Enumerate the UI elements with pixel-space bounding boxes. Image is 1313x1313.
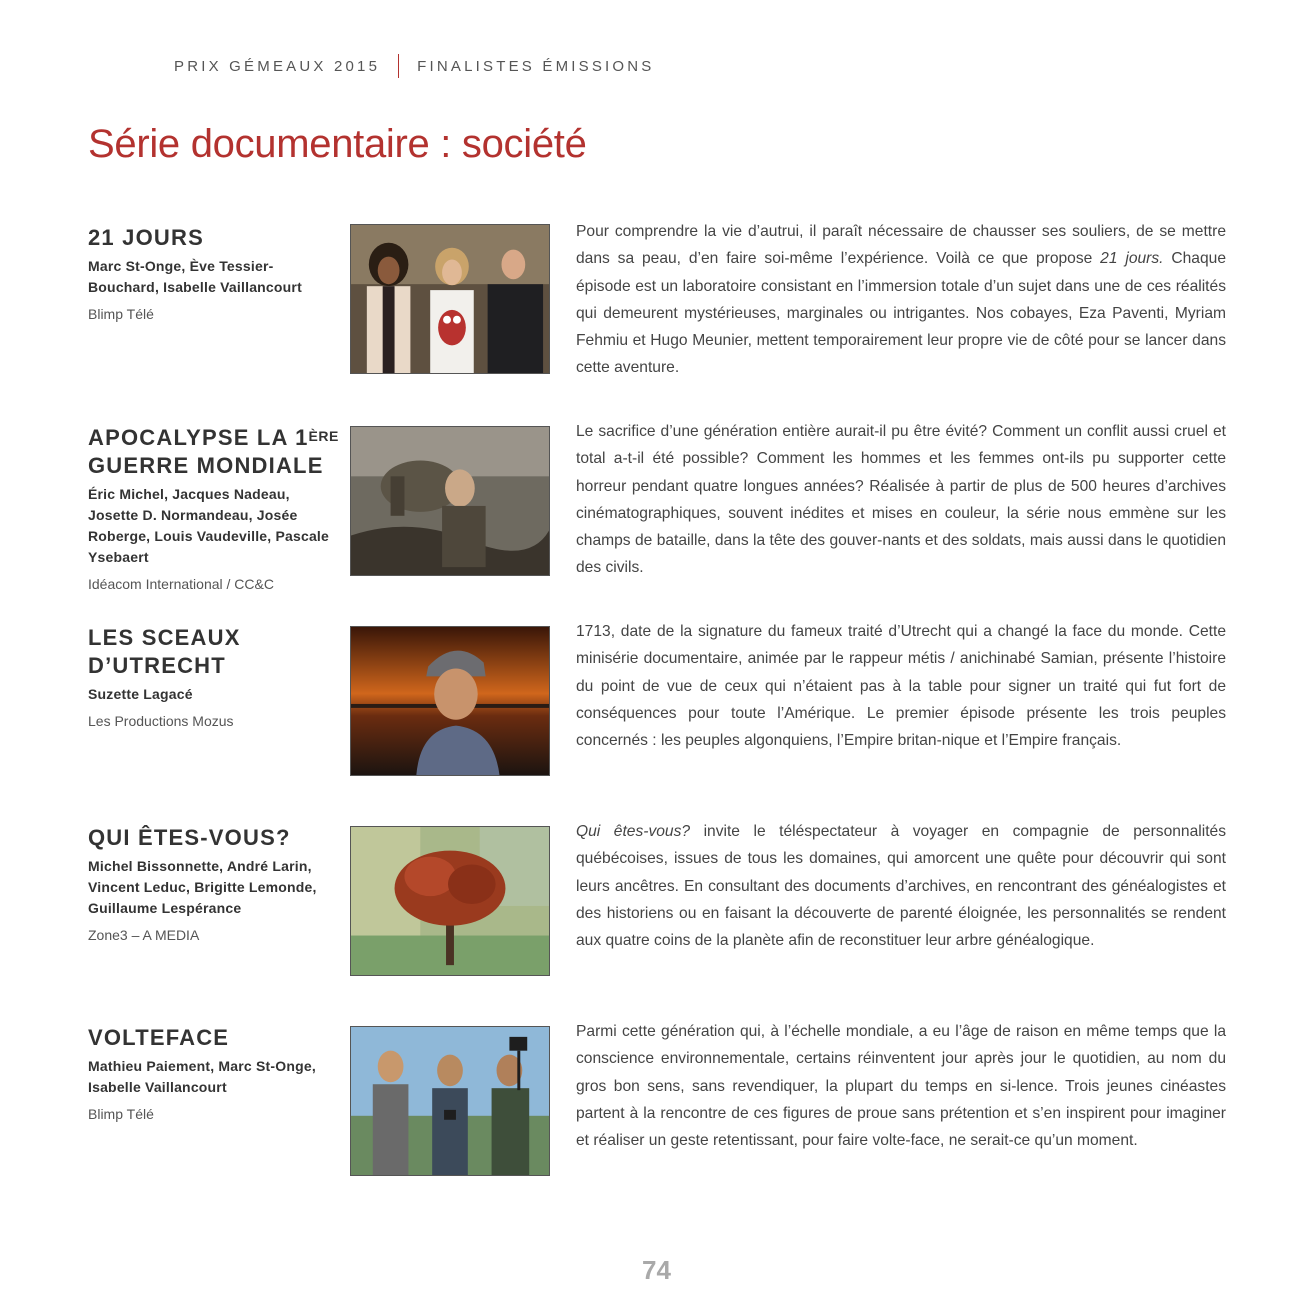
show-photo <box>350 1026 550 1176</box>
show-title-line: LES SCEAUX <box>88 625 241 650</box>
show-title <box>88 424 343 480</box>
show-photo <box>350 626 550 776</box>
show-producer: Blimp Télé <box>88 306 154 322</box>
header-left: PRIX GÉMEAUX 2015 <box>174 57 381 75</box>
entry-apocalypse <box>88 423 1228 592</box>
description-italic-title: 21 jours. <box>1100 250 1164 268</box>
page-number: 74 <box>642 1255 671 1285</box>
show-credits: Mathieu Paiement, Marc St-Onge, Isabelle Vaillancourt <box>88 1058 316 1095</box>
entry-les-sceaux-dutrecht <box>88 624 1228 784</box>
show-credits: Marc St-Onge, Ève Tessier-Bouchard, Isabelle Vaillancourt <box>88 258 302 295</box>
show-title: QUI ÊTES-VOUS? <box>88 825 291 850</box>
show-credits: Éric Michel, Jacques Nadeau, Josette D. Normandeau, Josée Roberge, Louis Vaudeville, Pascale Ysebaert <box>88 486 330 565</box>
show-description: Parmi cette génération qui, à l’échelle mondiale, a eu l’âge de raison en même temps que la conscience environnementale, certains réinventent jour après jour le quotidien, au nom du gros bon sens, sans revendiquer, la plupart du temps en si-lence. Trois jeunes cinéastes partent à la rencontre de ces figures de proue sans prétention et s’en inspirent pour imaginer et réaliser un geste retentissant, pour faire volte-face, ne serait-ce qu’un moment. <box>576 1023 1226 1150</box>
show-description <box>576 218 1226 382</box>
running-header <box>174 54 655 78</box>
show-photo <box>350 426 550 576</box>
description-text: invite le téléspectateur à voyager en compagnie de personnalités québécoises, issues de tous les domaines, qui amorcent une quête pour découvrir qui sont leurs ancêtres. En consultant des documents d’archives, en rencontrant des généalogistes et des historiens ou en faisant la découverte de parenté éloignée, les personnalités se rendent aux quatre coins de la planète afin de reconstituer leur arbre généalogique. <box>576 823 1226 950</box>
show-producer: Les Productions Mozus <box>88 713 234 729</box>
show-title: VOLTEFACE <box>88 1025 230 1050</box>
show-photo <box>350 224 550 374</box>
entry-qui-etes-vous <box>88 824 1228 984</box>
entry-info <box>88 1024 343 1124</box>
entry-info <box>88 424 343 594</box>
show-title-line: D’UTRECHT <box>88 653 226 678</box>
show-credits: Suzette Lagacé <box>88 686 193 702</box>
show-description: 1713, date de la signature du fameux traité d’Utrecht qui a changé la face du monde. Cette minisérie documentaire, animée par le rappeur métis / anichinabé Samian, présente l’histoire du point de vue de ceux qui n’étaient pas à la table pour signer un traité qui fut fort de conséquences pour toute l’Amérique. Le premier épisode présente les trois peuples concernés : les peuples algonquiens, l’Empire britan-nique et l’Empire français. <box>576 623 1226 750</box>
page-title: Série documentaire : société <box>88 122 587 166</box>
show-producer: Zone3 – A MEDIA <box>88 927 200 943</box>
show-title <box>88 624 343 680</box>
entry-info <box>88 824 343 945</box>
header-separator <box>398 54 399 78</box>
entry-volteface <box>88 1024 1228 1184</box>
show-producer: Blimp Télé <box>88 1106 154 1122</box>
show-title-line: APOCALYPSE LA 1 <box>88 425 309 450</box>
show-description: Le sacrifice d’une génération entière aurait-il pu être évité? Comment un conflit aussi cruel et total a-t-il été possible? Comment les hommes et les femmes ont-ils pu supporter cette horreur pendant quatre longues années? Réalisée à partir de plus de 500 heures d’archives cinématographiques, souvent inédites et mises en couleur, la série nous emmène sur les champs de bataille, dans la tête des gouver-nants et des soldats, mais aussi dans le quotidien des civils. <box>576 423 1226 577</box>
show-title: 21 JOURS <box>88 225 204 250</box>
show-description <box>576 818 1226 954</box>
show-credits: Michel Bissonnette, André Larin, Vincent Leduc, Brigitte Lemonde, Guillaume Lespérance <box>88 858 317 916</box>
description-italic-title: Qui êtes-vous? <box>576 823 691 840</box>
header-right: FINALISTES ÉMISSIONS <box>417 57 655 75</box>
description-text: Pour comprendre la vie d’autrui, il paraît nécessaire de chausser ses souliers, de se mettre dans sa peau, d’en faire soi-même l’expérience. Voilà ce que propose <box>576 223 1226 268</box>
show-photo <box>350 826 550 976</box>
entry-21-jours <box>88 224 1228 384</box>
description-text: Chaque épisode est un laboratoire consistant en l’immersion totale d’un sujet dans une de ces réalités qui demeurent mystérieuses, marginales ou intrigantes. Nos cobayes, Eza Paventi, Myriam Fehmiu et Hugo Meunier, mettent temporairement leur propre vie de côté pour se lancer dans cette aventure. <box>576 250 1226 377</box>
show-title-superscript: ÈRE <box>308 428 339 444</box>
entry-info <box>88 224 343 324</box>
show-producer: Idéacom International / CC&C <box>88 576 274 592</box>
entry-info <box>88 624 343 731</box>
show-title-line: GUERRE MONDIALE <box>88 453 324 478</box>
